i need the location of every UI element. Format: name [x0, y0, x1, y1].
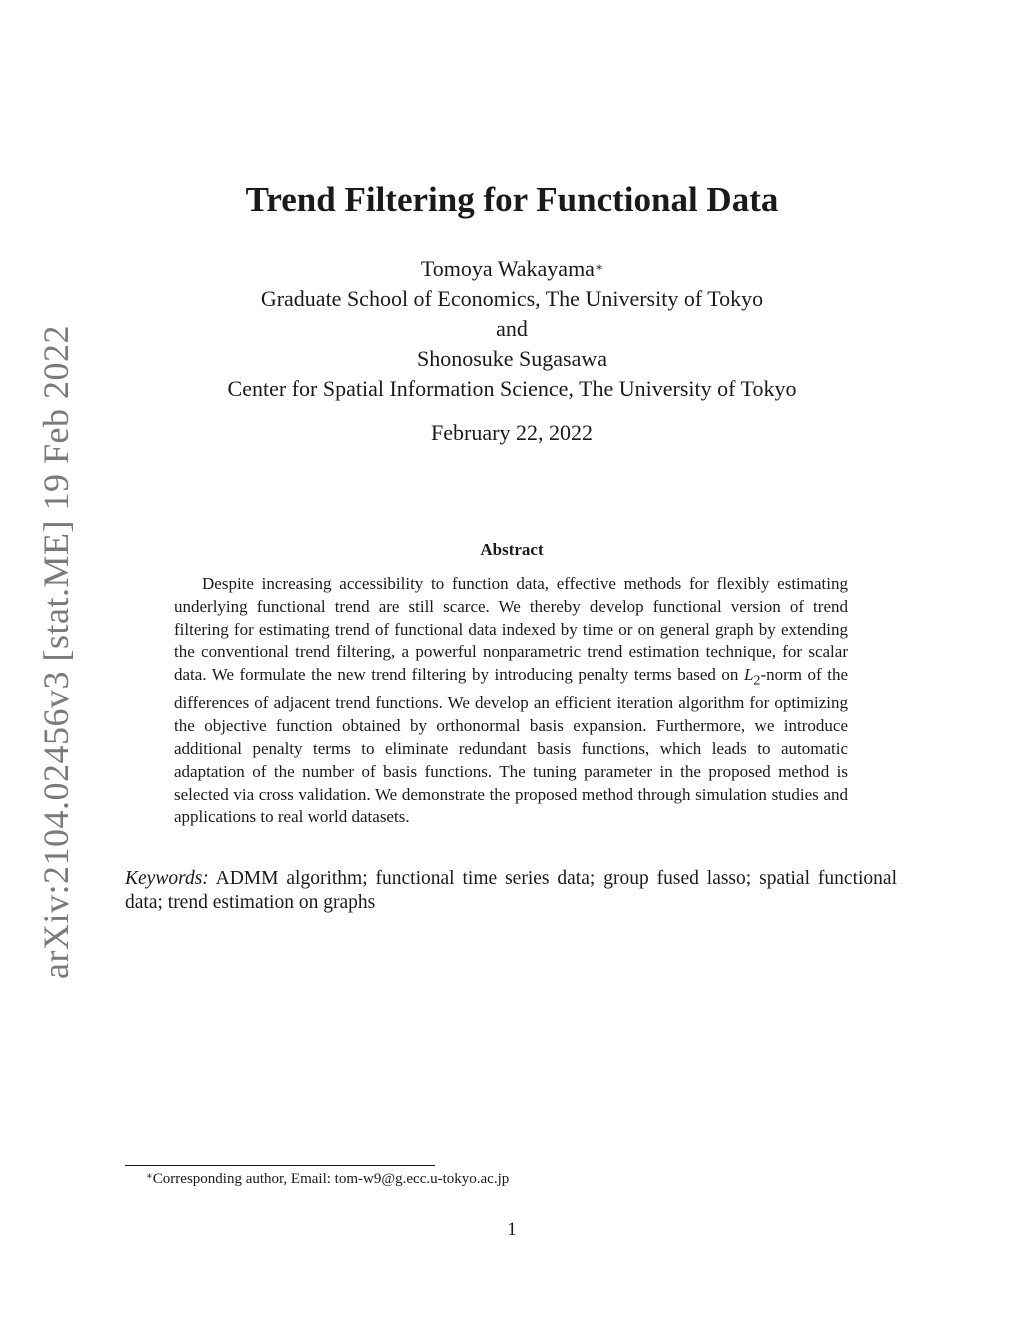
paper-title: Trend Filtering for Functional Data: [245, 180, 779, 219]
arxiv-identifier-stamp: arXiv:2104.02456v3 [stat.ME] 19 Feb 2022: [36, 325, 76, 979]
author-2-affiliation: Center for Spatial Information Science, The University of Tokyo: [227, 376, 797, 401]
abstract-text-part-1: Despite increasing accessibility to function data, effective methods for flexibly estimating underlying functional trend are still scarce. We thereby develop functional version of trend filtering for estimating trend of functional data indexed by time or on general graph by extending the conventional trend filtering, a powerful nonparametric trend estimation technique, for scalar data. We formulate the new trend filtering by introducing penalty terms based on: [174, 574, 848, 685]
author-1-footnote-mark: ∗: [594, 260, 604, 274]
norm-symbol: L: [743, 665, 754, 685]
paper-date: February 22, 2022: [431, 420, 593, 445]
keywords-text: ADMM algorithm; functional time series data; group fused lasso; spatial functional data; trend estimation on graphs: [125, 868, 897, 913]
author-1-affiliation: Graduate School of Economics, The University of Tokyo: [260, 286, 764, 311]
keywords-paragraph: [125, 867, 897, 915]
page-number: 1: [507, 1219, 517, 1240]
keywords-label: Keywords:: [125, 868, 209, 889]
abstract-heading: Abstract: [480, 540, 544, 559]
footnote-text: Corresponding author, Email: tom-w9@g.ecc.u-tokyo.ac.jp: [152, 1171, 510, 1187]
author-1-name: Tomoya Wakayama: [420, 256, 595, 281]
abstract-text-part-2: -norm of the differences of adjacent trend functions. We develop an efficient iteration algorithm for optimizing the objective function obtained by orthonormal basis expansion. Furthermore, we introduce additional penalty terms to eliminate redundant basis functions, which leads to automatic adaptation of the number of basis functions. The tuning parameter in the proposed method is selected via cross validation. We demonstrate the proposed method through simulation studies and applications to real world datasets.: [174, 665, 848, 827]
author-1: [0, 254, 1024, 284]
author-conjunction: and: [496, 316, 528, 341]
footnote-divider: [125, 1165, 435, 1166]
abstract-body: [174, 573, 848, 829]
author-2-name: Shonosuke Sugasawa: [416, 346, 608, 371]
norm-subscript: 2: [753, 672, 761, 689]
author-block: [0, 254, 1024, 404]
footnote: [146, 1171, 509, 1188]
footnote-mark: ∗: [146, 1171, 153, 1182]
